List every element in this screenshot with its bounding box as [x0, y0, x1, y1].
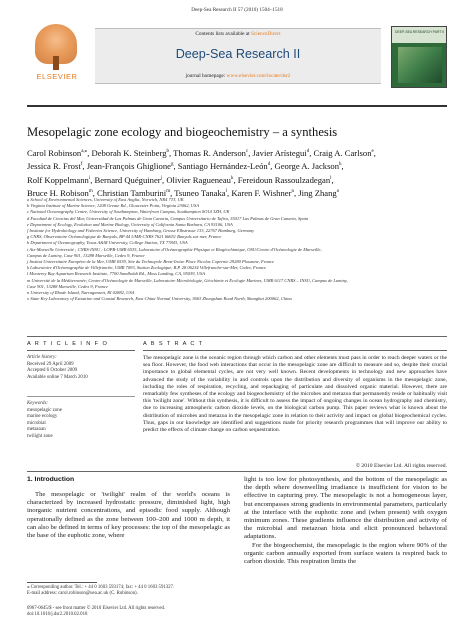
keyword: marine ecology	[27, 414, 58, 420]
affiliation: c National Oceanography Centre, University of Southampton, Waterfront Campus, Southampton SO14 3ZH, UK	[27, 209, 230, 215]
journal-banner	[95, 28, 381, 84]
author-name: , George A. Jackson	[270, 161, 340, 172]
issn-line: 0967-0645/$ - see front matter © 2010 Elsevier Ltd. All rights reserved.	[27, 606, 166, 611]
affiliation: b Virginia Institute of Marine Science, 1208 Greate Rd., Gloucester Point, Virginia 23062, USA	[27, 203, 200, 209]
author-name: , Thomas R. Anderson	[169, 147, 246, 158]
journal-homepage-link[interactable]: www.elsevier.com/locate/dsr2	[226, 73, 291, 79]
affiliation: n University of Rhode Island, Narragansett, RI 02882, USA	[27, 290, 135, 296]
elsevier-logo	[27, 22, 85, 86]
author-name: , Olivier Ragueneau	[162, 174, 231, 185]
author-affil-mark: e	[371, 149, 374, 154]
keyword: metazoan	[27, 427, 46, 433]
author-name: , Craig A. Carlson	[309, 147, 372, 158]
affiliation: m Université de la Méditerranée; Centre d'Océanologie de Marseille, Laboratoire Microbiologie, Géochimie et Ecologie Marines, UMR 6117 CNRS – INSU, Campus de Luminy,	[27, 277, 348, 283]
corresponding-author-note: ⁎ Corresponding author. Tel.: + 44 0 1603 593174; fax: + 44 0 1603 591327.	[27, 585, 175, 590]
contents-line	[95, 31, 381, 37]
author-affil-mark: l	[330, 175, 332, 181]
body-paragraph: light is too low for photosynthesis, and the bottom of the mesopelagic as the depth where downwelling irradiance is insufficient for vision to be effective in capturing prey. The mesopelagic is not a homogeneous layer, but encompasses strong gradients in environmental parameters, particularly at the interface with the euphotic zone and (when present) with oxygen minimum zones. These gradients influence the distribution and activity of the microbial and metazoan biota and elicit pronounced behavioral adaptations.	[244, 476, 447, 541]
homepage-prefix: journal homepage:	[185, 73, 227, 79]
footnotes	[27, 585, 230, 597]
author-affil-mark: g	[170, 162, 174, 168]
cover-band-text: DEEP-SEA RESEARCH PART II	[395, 30, 445, 34]
journal-cover-thumbnail	[391, 26, 447, 88]
email-note: E-mail address: carol.robinson@uea.ac.uk (C. Robinson).	[27, 591, 138, 597]
body-paragraph: The mesopelagic or 'twilight' realm of the world's oceans is characterized by increased hydrostatic pressure, diminished light, high inorganic nutrient concentrations, and episodic food supply. Although operationally defined as the zone between 100–200 and 1000 m depth, it can also be defined in terms of key processes: the top of the mesopelagic as the base of the euphotic zone, where	[27, 491, 230, 540]
author-name: Carol Robinson	[27, 147, 82, 158]
body-column-left	[27, 476, 230, 540]
author-name: , Jing Zhang	[293, 188, 337, 199]
author-affil-mark: b	[166, 149, 170, 154]
affiliation: f Institute for Hydrobiology and Fisheries Science, University of Hamburg, Grosse Elbstrasse 133, 22767 Hamburg, Germany	[27, 228, 255, 234]
article-title: Mesopelagic zone ecology and biogeochemistry – a synthesis	[27, 125, 338, 139]
accepted-date: Accepted 6 October 2009	[27, 368, 78, 374]
affiliation: e Department of Ecology, Evolution and Marine Biology, University of California Santa Barbara, CA 93106, USA	[27, 221, 233, 227]
online-date: Available online 7 March 2010	[27, 374, 88, 380]
author-affil-mark: d	[306, 149, 310, 154]
author-affil-mark: a,⁎	[81, 149, 88, 154]
author-affil-mark: h	[339, 162, 342, 168]
author-affil-mark: c	[245, 149, 249, 154]
keyword: mesopelagic zone	[27, 407, 62, 413]
author-name: Bruce H. Robison	[27, 188, 89, 199]
contents-prefix: Contents lists available at	[195, 31, 251, 37]
author-name: , Jean-François Ghiglione	[82, 161, 171, 172]
author-list	[27, 146, 447, 200]
cover-image	[398, 47, 442, 83]
received-date: Received 29 April 2009	[27, 361, 74, 367]
author-name: , Santiago Hernández-León	[173, 161, 268, 172]
keywords-title: Keywords:	[27, 401, 49, 406]
author-line-3: Rolf Koppelmann$^i$, Bernard Quéguiner$^j$, Olivier Ragueneau$^k$, Fereidoun Rassoulzadegan$^l$,	[27, 174, 334, 185]
author-line-1: Carol Robinson$^{a,⁎}$, Deborah K. Steinberg$^b$, Thomas R. Anderson$^c$, Javier Arístegui$^d$, Craig A. Carlson$^e$,	[27, 147, 376, 158]
author-affil-mark: m	[166, 189, 171, 195]
issn-doi-block	[27, 606, 230, 618]
affiliation: h Department of Oceanography, Texas A&M University, College Station, TX 77843, USA	[27, 240, 188, 246]
author-name: , Fereidoun Rassoulzadegan	[233, 174, 331, 185]
sciencedirect-link[interactable]: ScienceDirect	[250, 31, 281, 37]
header-divider	[27, 105, 447, 107]
elsevier-wordmark: ELSEVIER	[36, 72, 78, 81]
affiliation: l Monterey Bay Aquarium Research Institute, 7700 Sandholdt Rd., Moss Landing, CA, 95039, USA	[27, 271, 205, 277]
section-heading: 1. Introduction	[27, 476, 75, 483]
keyword: twilight zone	[27, 433, 53, 439]
cover-band	[392, 27, 446, 43]
author-name: , Deborah K. Steinberg	[87, 147, 167, 158]
author-affil-mark: i	[88, 175, 91, 181]
affiliation: d Facultad de Ciencias del Mar, Universidad de Las Palmas de Gran Canaria, Campus Universitario de Tafira, 35017 Las Palmas de Gran Canaria, Spain	[27, 215, 309, 221]
affiliation: j Institut Universitaire Européen de la Mer, UMR 6539, Site du Technopole Brest-Iroise Place Nicolas Copernic 29280 Plouzane, France	[27, 259, 275, 265]
elsevier-trunk-icon	[53, 56, 59, 70]
author-affil-mark: k	[230, 175, 234, 181]
affiliation-list	[27, 197, 447, 302]
affiliation: i Aix-Marseille Université ; CNRS-INSU ; LOPB-UMR 6535, Laboratoire d'Océanographie Physique et Biogéochimique, OSU/Centre d'Océanologie de Marseille,	[27, 246, 322, 252]
author-affil-mark: l	[225, 189, 228, 195]
journal-homepage-line	[95, 73, 381, 79]
doi-line[interactable]: doi:10.1016/j.dsr2.2010.02.018	[27, 612, 88, 618]
author-affil-mark: o	[336, 189, 340, 195]
keywords-divider	[27, 396, 135, 397]
author-affil-mark: f	[80, 162, 83, 168]
author-affil-mark: d	[267, 162, 271, 168]
article-info-rule	[27, 350, 135, 351]
history-title: Article history:	[27, 355, 57, 360]
keywords	[27, 401, 135, 441]
article-history	[27, 355, 135, 381]
affiliation: Campus de Luminy, Case 901, 13288 Marseille, Cedex 9, France	[27, 252, 145, 258]
author-line-2: Jessica R. Frost$^f$, Jean-François Ghiglione$^g$, Santiago Hernández-León$^d$, George A. Jackson$^h$,	[27, 161, 344, 172]
author-name: , Javier Arístegui	[248, 147, 307, 158]
running-head: Deep-Sea Research II 57 (2010) 1504–1518	[191, 7, 283, 13]
author-affil-mark: j	[160, 175, 163, 181]
body-column-right	[244, 476, 447, 566]
abstract-heading: A B S T R A C T	[143, 341, 204, 347]
author-name: Jessica R. Frost	[27, 161, 81, 172]
affiliation: k Laboratoire d'Océanographie de Villefranche, UMR 7093, Station Zoologique, B.P. 28 06234 Villefranche-sur-Mer, Cedex, France	[27, 265, 267, 271]
affiliation: a School of Environmental Sciences, University of East Anglia, Norwich, NR4 7TJ, UK	[27, 197, 184, 202]
footnote-divider	[27, 582, 97, 583]
author-name: , Tsuneo Tanaka	[170, 188, 226, 199]
journal-masthead	[27, 22, 447, 100]
author-name: , Christian Tamburini	[92, 188, 167, 199]
affiliation: g CNRS, Observatoire Océanologique de Banyuls, BP 44 UMR-CNRS 7621 66651 Banyuls sur mer, France	[27, 234, 222, 240]
author-name: Rolf Koppelmann	[27, 174, 89, 185]
abstract-rule	[143, 350, 447, 351]
abstract-text: The mesopelagic zone is the oceanic region through which carbon and other elements must pass in order to reach deeper waters or the sea floor. However, the food web interactions that occur in the mesopelagic zone are difficult to measure and so, despite their crucial importance to global elemental cycles, are not very well known. Recent developments in technology and new approaches have advanced the study of the variability in and controls upon the distribution and diversity of organisms in the mesopelagic zone, including the roles of respiration, recycling, and repackaging of particulate and dissolved organic material. However, there are remarkably few syntheses of the ecology and biogeochemistry of the microbes and metazoa that permanently reside or habitually visit this 'twilight zone'. Without this synthesis, it is difficult to assess the impact of ongoing changes in ocean hydrography and chemistry, due to increasing atmospheric carbon dioxide levels, on the biological carbon pump. This paper reviews what is known about the distribution of microbes and metazoa in the mesopelagic zone in relation to their activity and impact on global biogeochemical cycles. Thus, gaps in our knowledge are identified and suggestions made for priority research programmes that will improve our ability to predict the effects of climate change on carbon sequestration.	[143, 355, 447, 434]
author-affil-mark: m	[88, 189, 93, 195]
affiliation-divider	[27, 336, 447, 337]
abstract-copyright: © 2010 Elsevier Ltd. All rights reserved.	[355, 463, 447, 469]
affiliation: o State Key Laboratory of Estuarine and Coastal Research, East China Normal University, 3663 Zhongshan Road North, Shanghai 200062, China	[27, 296, 292, 302]
keyword: microbial	[27, 420, 46, 426]
author-name: , Karen F. Wishner	[227, 188, 292, 199]
author-name: , Bernard Quéguiner	[90, 174, 161, 185]
body-paragraph: For the biogeochemist, the mesopelagic is the region where 90% of the organic carbon annually exported from surface waters is respired back to carbon dioxide. This respiration limits the	[244, 541, 447, 566]
abstract-bottom-divider	[27, 471, 447, 472]
affiliation: Case 901, 13288 Marseille, Cedex 9, France	[27, 283, 108, 289]
author-affil-mark: n	[291, 189, 294, 195]
article-info-heading: A R T I C L E I N F O	[27, 341, 109, 347]
journal-title: Deep-Sea Research II	[175, 47, 301, 61]
